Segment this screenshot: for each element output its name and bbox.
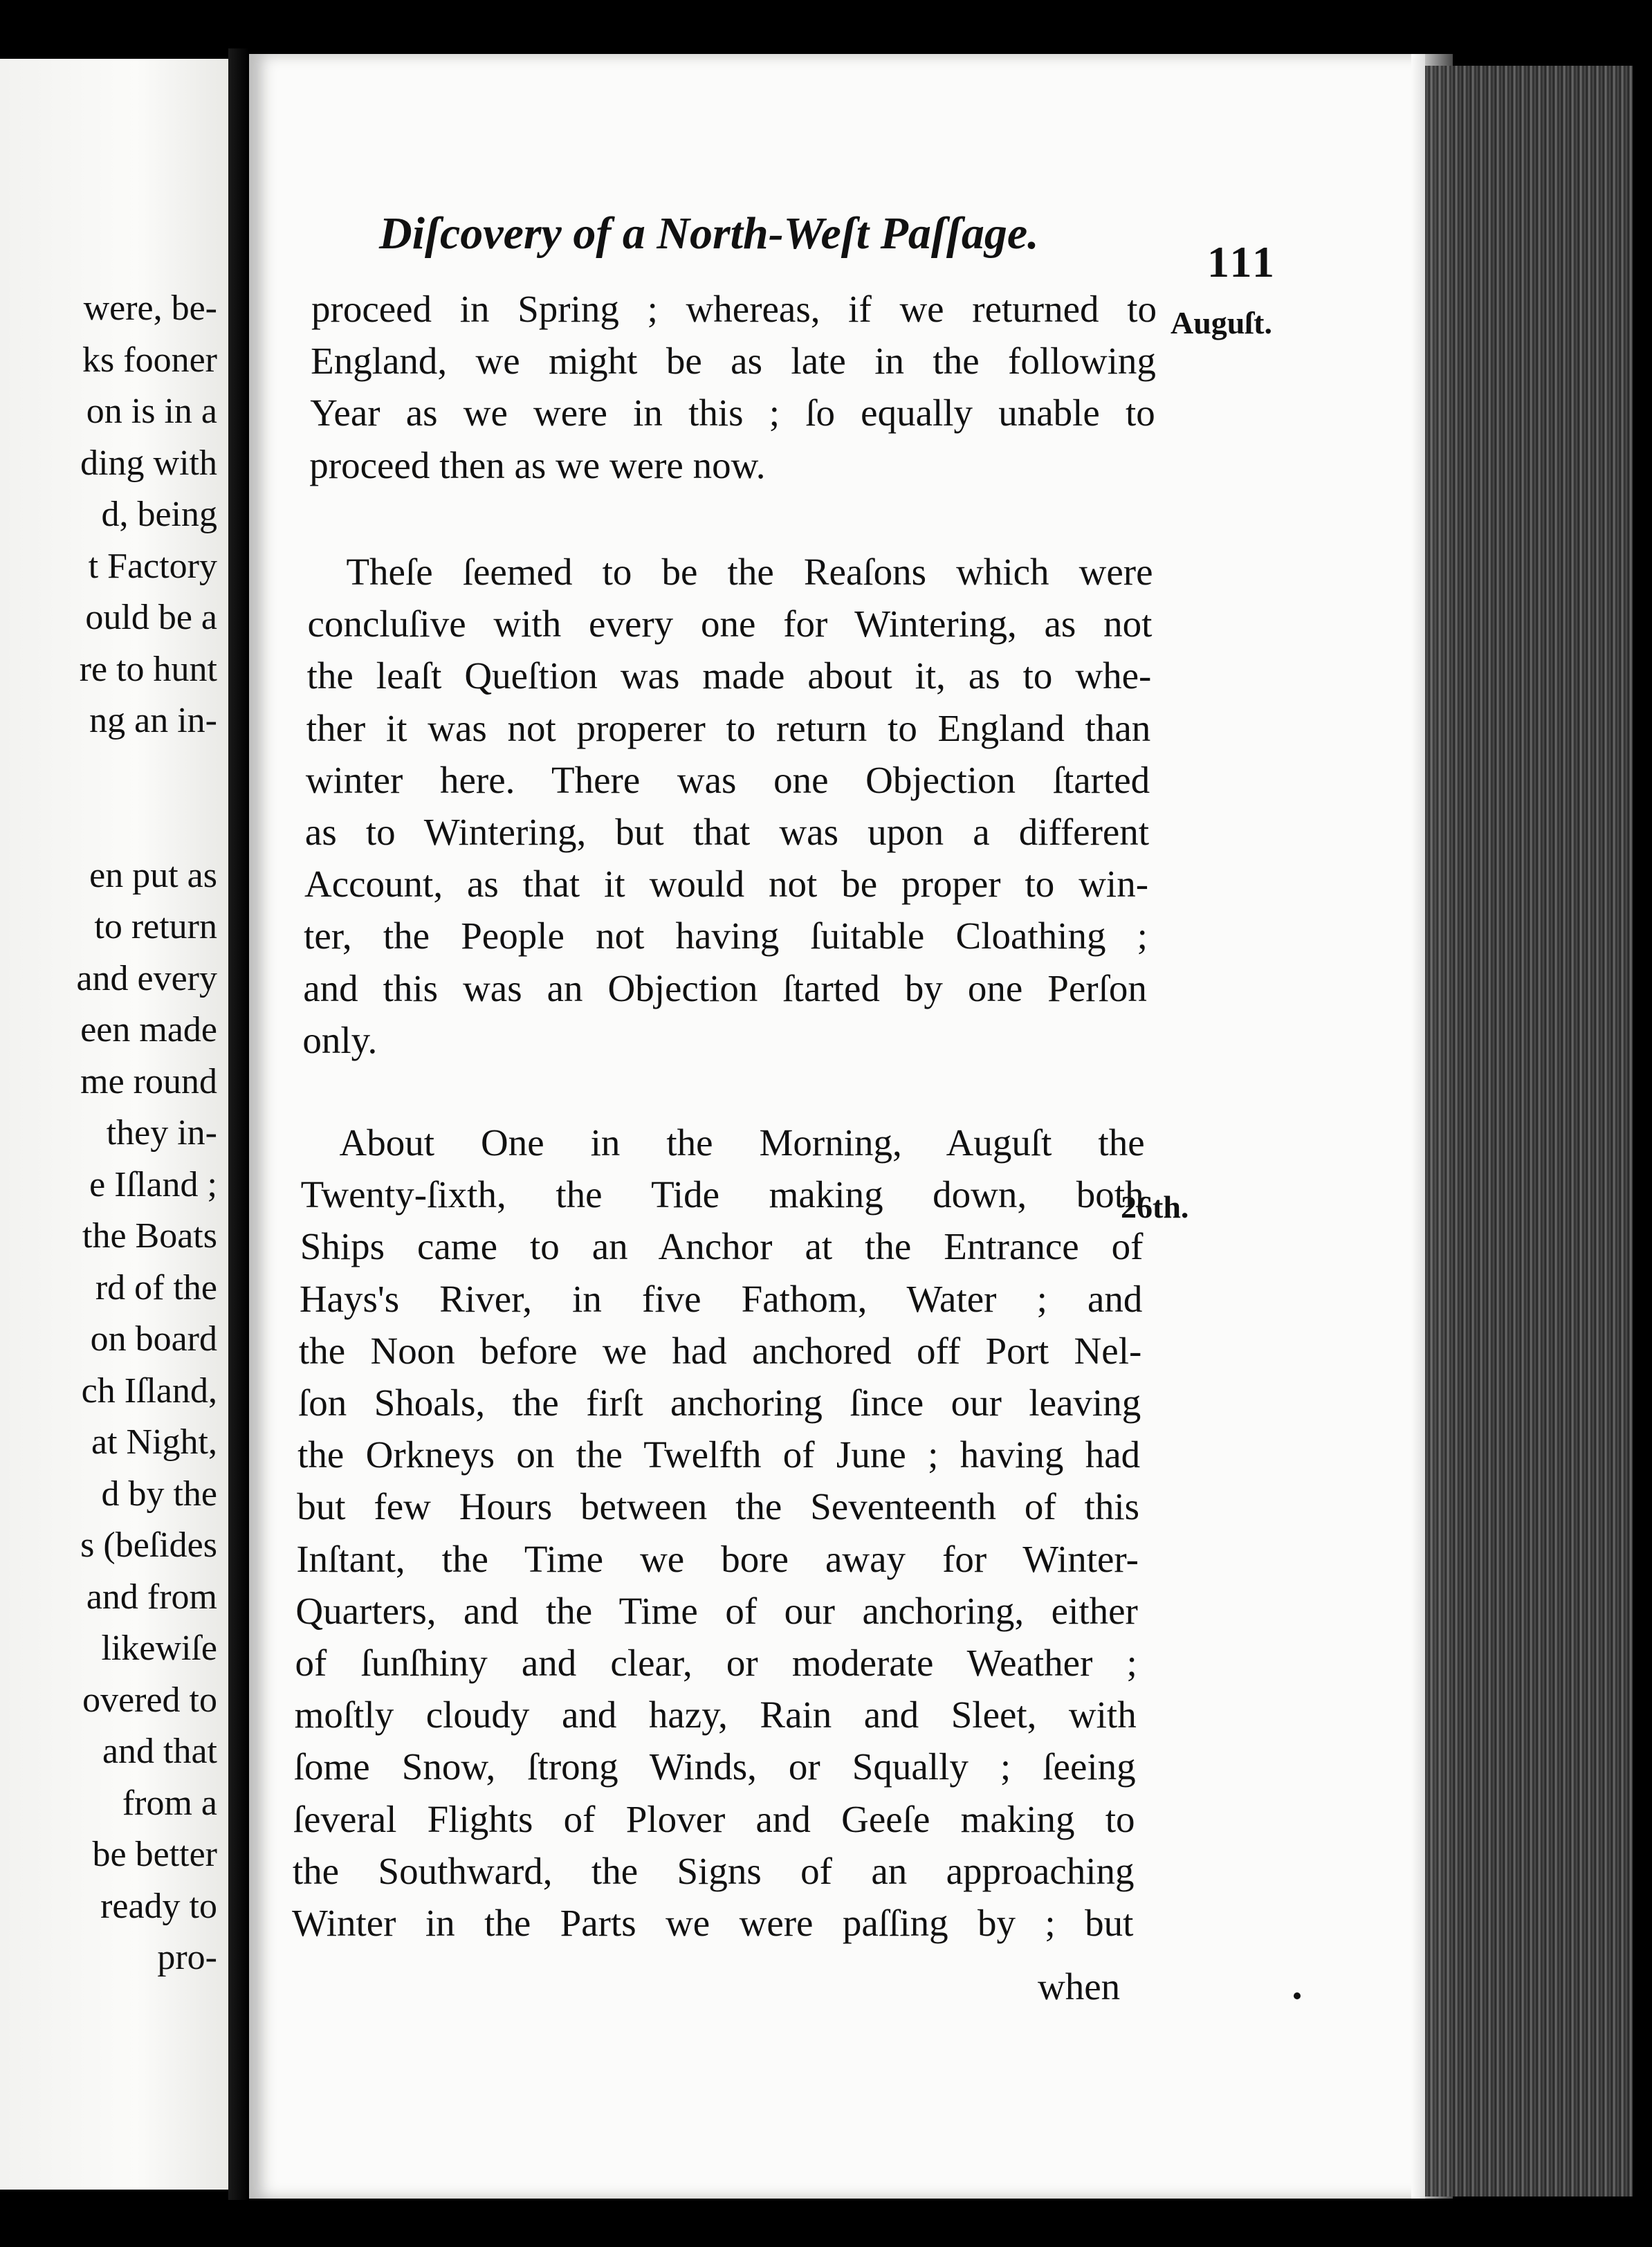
body-line: ther it was not properer to return to England than bbox=[306, 706, 1151, 749]
body-line: the Orkneys on the Twelfth of June ; having had bbox=[297, 1433, 1141, 1476]
body-line: as to Wintering, but that was upon a different bbox=[304, 811, 1150, 853]
body-line: About One in the Morning, Auguſt the bbox=[339, 1121, 1145, 1164]
ink-speck bbox=[1294, 1992, 1301, 1999]
running-head: Diſcovery of a North-Weſt Paſſage. bbox=[379, 208, 1039, 259]
body-line: winter here. There was one Objection ſtarted bbox=[305, 758, 1150, 801]
body-line: England, we might be as late in the following bbox=[311, 340, 1156, 383]
left-page-line: and every bbox=[76, 958, 217, 998]
left-page-line: on board bbox=[90, 1319, 217, 1359]
left-page-line: to return bbox=[94, 907, 217, 946]
body-line: the leaſt Queſtion was made about it, as to whe- bbox=[306, 654, 1152, 697]
left-page-line: at Night, bbox=[91, 1422, 217, 1462]
body-line: moſtly cloudy and hazy, Rain and Sleet, with bbox=[294, 1694, 1137, 1736]
left-page-line: e Iſland ; bbox=[89, 1164, 217, 1204]
gutter bbox=[228, 48, 249, 2200]
body-line: but few Hours between the Seventeenth of this bbox=[297, 1485, 1140, 1528]
page-number: 111 bbox=[1207, 237, 1277, 286]
left-page-line: ng an in- bbox=[89, 701, 217, 740]
left-page-line: ould be a bbox=[85, 598, 217, 637]
body-line: of ſunſhiny and clear, or moderate Weather ; bbox=[295, 1642, 1137, 1684]
left-page-line: en put as bbox=[89, 855, 217, 895]
body-line: ſeveral Flights of Plover and Geeſe making to bbox=[293, 1797, 1135, 1840]
body-line: Winter in the Parts we were paſſing by ; but bbox=[292, 1902, 1134, 1944]
left-page-line: overed to bbox=[82, 1680, 217, 1720]
body-line: only. bbox=[302, 1018, 378, 1061]
body-line: Year as we were in this ; ſo equally unable to bbox=[310, 392, 1155, 434]
body-line: Twenty-ſixth, the Tide making down, both bbox=[300, 1173, 1144, 1216]
left-page-line: the Boats bbox=[82, 1216, 217, 1256]
left-page-line: ready to bbox=[100, 1886, 217, 1926]
body-line: proceed in Spring ; whereas, if we returned to bbox=[311, 288, 1157, 330]
margin-note-august: Auguſt. bbox=[1171, 305, 1272, 340]
left-page-line: pro- bbox=[157, 1938, 217, 1977]
left-page-line: on is in a bbox=[86, 392, 217, 431]
catchword: when bbox=[1038, 1965, 1121, 2008]
left-page-line: be better bbox=[92, 1835, 217, 1874]
left-page-line: ding with bbox=[80, 443, 217, 483]
left-page-line: s (beſides bbox=[80, 1525, 217, 1565]
left-page bbox=[0, 59, 228, 2190]
body-line: Quarters, and the Time of our anchoring, either bbox=[295, 1589, 1138, 1632]
body-line: Account, as that it would not be proper to win- bbox=[304, 863, 1149, 906]
body-line: the Southward, the Signs of an approaching bbox=[292, 1849, 1135, 1892]
body-line: and this was an Objection ſtarted by one Perſon bbox=[303, 966, 1147, 1009]
body-line: Inſtant, the Time we bore away for Winter- bbox=[296, 1537, 1139, 1580]
left-page-line: d, being bbox=[101, 495, 217, 534]
left-page-line: from a bbox=[122, 1783, 217, 1823]
page-block-edge bbox=[1425, 66, 1633, 2196]
left-page-line: they in- bbox=[106, 1113, 217, 1153]
left-page-line: t Factory bbox=[88, 546, 217, 586]
body-line: ter, the People not having ſuitable Cloathing ; bbox=[304, 915, 1148, 957]
body-line: ſome Snow, ſtrong Winds, or Squally ; ſeeing bbox=[293, 1745, 1136, 1788]
left-page-line: me round bbox=[80, 1061, 217, 1101]
left-page-line: were, be- bbox=[83, 288, 217, 328]
left-page-line: and that bbox=[102, 1732, 217, 1771]
left-page-line: likewiſe bbox=[101, 1629, 217, 1668]
body-line: Hays's River, in five Fathom, Water ; and bbox=[299, 1277, 1143, 1320]
left-page-line: d by the bbox=[101, 1474, 217, 1514]
left-page-line: ch Iſland, bbox=[81, 1370, 217, 1411]
body-line: Theſe ſeemed to be the Reaſons which were bbox=[346, 551, 1153, 593]
body-line: proceed then as we were now. bbox=[309, 443, 766, 486]
body-line: concluſive with every one for Wintering, as not bbox=[307, 603, 1153, 645]
body-line: ſon Shoals, the firſt anchoring ſince our leaving bbox=[298, 1382, 1141, 1424]
left-page-line: re to hunt bbox=[79, 649, 217, 689]
margin-note-date: 26th. bbox=[1121, 1189, 1189, 1225]
left-page-line: een made bbox=[80, 1010, 217, 1049]
left-page-line: rd of the bbox=[95, 1267, 217, 1308]
left-page-line: and from bbox=[86, 1577, 217, 1617]
body-line: Ships came to an Anchor at the Entrance of bbox=[300, 1225, 1144, 1268]
left-page-line: ks fooner bbox=[82, 340, 217, 380]
body-line: the Noon before we had anchored off Port Nel- bbox=[298, 1329, 1142, 1372]
